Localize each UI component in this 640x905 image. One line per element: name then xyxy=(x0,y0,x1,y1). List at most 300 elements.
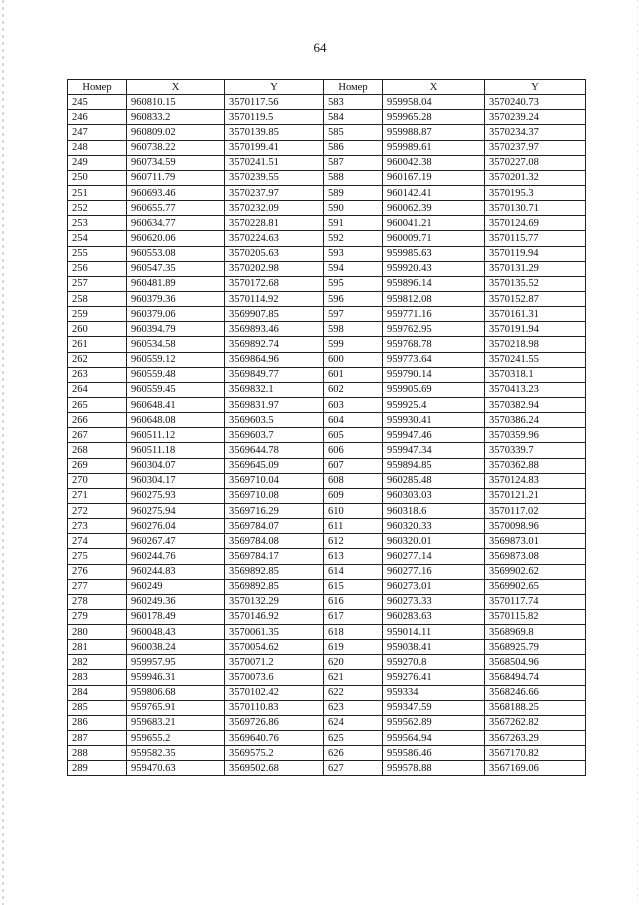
table-row xyxy=(68,246,586,261)
cell-x-1: 960559.48 xyxy=(127,367,225,382)
table-row xyxy=(68,382,586,397)
cell-x-2: 960285.48 xyxy=(383,473,485,488)
cell-number-2: 593 xyxy=(324,246,383,261)
cell-number-1: 268 xyxy=(68,443,127,458)
cell-number-2: 621 xyxy=(324,670,383,685)
cell-number-1: 272 xyxy=(68,503,127,518)
cell-x-2: 959334 xyxy=(383,685,485,700)
cell-y-1: 3570146.92 xyxy=(225,609,324,624)
cell-y-2: 3568925.79 xyxy=(485,640,586,655)
table-row xyxy=(68,95,586,110)
table-row xyxy=(68,337,586,352)
cell-number-1: 253 xyxy=(68,216,127,231)
table-header-row xyxy=(68,80,586,95)
cell-number-2: 626 xyxy=(324,746,383,761)
cell-x-1: 960559.45 xyxy=(127,382,225,397)
table-row xyxy=(68,352,586,367)
cell-x-1: 960038.24 xyxy=(127,640,225,655)
table-row xyxy=(68,110,586,125)
cell-y-2: 3568494.74 xyxy=(485,670,586,685)
cell-y-2: 3569902.65 xyxy=(485,579,586,594)
cell-x-1: 960178.49 xyxy=(127,609,225,624)
table-row xyxy=(68,140,586,155)
cell-y-1: 3570172.68 xyxy=(225,276,324,291)
cell-number-1: 264 xyxy=(68,382,127,397)
cell-x-2: 959896.14 xyxy=(383,276,485,291)
cell-number-2: 611 xyxy=(324,519,383,534)
cell-number-1: 283 xyxy=(68,670,127,685)
cell-x-1: 960048.43 xyxy=(127,625,225,640)
cell-x-1: 960267.47 xyxy=(127,534,225,549)
cell-number-2: 600 xyxy=(324,352,383,367)
cell-x-1: 960534.58 xyxy=(127,337,225,352)
cell-number-1: 267 xyxy=(68,428,127,443)
table-row xyxy=(68,655,586,670)
cell-number-2: 603 xyxy=(324,397,383,412)
table-row xyxy=(68,579,586,594)
cell-number-2: 602 xyxy=(324,382,383,397)
cell-y-1: 3569645.09 xyxy=(225,458,324,473)
cell-y-1: 3569864.96 xyxy=(225,352,324,367)
header-number-2: Номер xyxy=(324,80,383,95)
cell-x-1: 960559.12 xyxy=(127,352,225,367)
table-row xyxy=(68,761,586,776)
cell-y-2: 3570239.24 xyxy=(485,110,586,125)
table-row xyxy=(68,201,586,216)
cell-x-1: 960810.15 xyxy=(127,95,225,110)
cell-x-1: 959806.68 xyxy=(127,685,225,700)
cell-number-1: 256 xyxy=(68,261,127,276)
cell-x-2: 959564.94 xyxy=(383,731,485,746)
cell-y-1: 3570073.6 xyxy=(225,670,324,685)
cell-number-1: 266 xyxy=(68,413,127,428)
header-y-2: Y xyxy=(485,80,586,95)
cell-number-2: 607 xyxy=(324,458,383,473)
coordinates-table xyxy=(67,79,586,776)
cell-y-2: 3570130.71 xyxy=(485,201,586,216)
cell-x-1: 960833.2 xyxy=(127,110,225,125)
header-y-1: Y xyxy=(225,80,324,95)
cell-number-2: 615 xyxy=(324,579,383,594)
cell-number-1: 278 xyxy=(68,594,127,609)
cell-y-2: 3567170.82 xyxy=(485,746,586,761)
cell-number-2: 584 xyxy=(324,110,383,125)
cell-y-2: 3570413.23 xyxy=(485,382,586,397)
cell-x-1: 960244.76 xyxy=(127,549,225,564)
table-row xyxy=(68,367,586,382)
table-row xyxy=(68,443,586,458)
table-row xyxy=(68,413,586,428)
cell-number-1: 273 xyxy=(68,519,127,534)
cell-x-2: 959578.88 xyxy=(383,761,485,776)
cell-y-2: 3570115.77 xyxy=(485,231,586,246)
cell-x-1: 959957.95 xyxy=(127,655,225,670)
cell-y-1: 3569603.7 xyxy=(225,428,324,443)
cell-x-1: 960693.46 xyxy=(127,185,225,200)
cell-number-2: 620 xyxy=(324,655,383,670)
cell-x-2: 960277.16 xyxy=(383,564,485,579)
cell-x-1: 960249 xyxy=(127,579,225,594)
cell-number-1: 281 xyxy=(68,640,127,655)
cell-x-1: 960738.22 xyxy=(127,140,225,155)
cell-y-1: 3569849.77 xyxy=(225,367,324,382)
table-row xyxy=(68,125,586,140)
cell-x-1: 960553.08 xyxy=(127,246,225,261)
cell-y-2: 3570119.94 xyxy=(485,246,586,261)
cell-x-1: 960809.02 xyxy=(127,125,225,140)
cell-number-1: 255 xyxy=(68,246,127,261)
cell-y-1: 3570205.63 xyxy=(225,246,324,261)
cell-y-1: 3570071.2 xyxy=(225,655,324,670)
cell-number-1: 275 xyxy=(68,549,127,564)
cell-y-1: 3570114.92 xyxy=(225,291,324,306)
cell-x-2: 960283.63 xyxy=(383,609,485,624)
cell-y-1: 3570228.81 xyxy=(225,216,324,231)
cell-y-2: 3567262.82 xyxy=(485,715,586,730)
cell-x-2: 960273.33 xyxy=(383,594,485,609)
cell-y-2: 3570227.08 xyxy=(485,155,586,170)
cell-y-2: 3570339.7 xyxy=(485,443,586,458)
cell-number-2: 619 xyxy=(324,640,383,655)
table-row xyxy=(68,685,586,700)
cell-number-2: 610 xyxy=(324,503,383,518)
cell-y-1: 3570224.63 xyxy=(225,231,324,246)
cell-y-1: 3570239.55 xyxy=(225,170,324,185)
scan-edge-left xyxy=(2,0,4,905)
cell-x-2: 959773.64 xyxy=(383,352,485,367)
cell-y-2: 3570121.21 xyxy=(485,488,586,503)
table-row xyxy=(68,670,586,685)
cell-y-2: 3570201.32 xyxy=(485,170,586,185)
cell-y-2: 3570117.74 xyxy=(485,594,586,609)
table-row xyxy=(68,594,586,609)
cell-x-1: 959765.91 xyxy=(127,700,225,715)
cell-y-2: 3570191.94 xyxy=(485,322,586,337)
cell-y-1: 3569603.5 xyxy=(225,413,324,428)
cell-number-1: 289 xyxy=(68,761,127,776)
cell-number-2: 612 xyxy=(324,534,383,549)
table-row xyxy=(68,564,586,579)
cell-x-1: 960620.06 xyxy=(127,231,225,246)
cell-x-1: 960648.08 xyxy=(127,413,225,428)
cell-number-2: 614 xyxy=(324,564,383,579)
cell-y-2: 3570218.98 xyxy=(485,337,586,352)
cell-x-2: 960318.6 xyxy=(383,503,485,518)
cell-x-2: 960273.01 xyxy=(383,579,485,594)
cell-x-2: 959014.11 xyxy=(383,625,485,640)
table-body xyxy=(68,95,586,776)
cell-y-2: 3570115.82 xyxy=(485,609,586,624)
cell-number-2: 604 xyxy=(324,413,383,428)
cell-x-2: 959947.46 xyxy=(383,428,485,443)
table-row xyxy=(68,276,586,291)
cell-number-2: 613 xyxy=(324,549,383,564)
cell-number-1: 247 xyxy=(68,125,127,140)
cell-y-1: 3570202.98 xyxy=(225,261,324,276)
cell-x-2: 959989.61 xyxy=(383,140,485,155)
cell-number-2: 624 xyxy=(324,715,383,730)
table-row xyxy=(68,185,586,200)
cell-number-2: 609 xyxy=(324,488,383,503)
table-row xyxy=(68,231,586,246)
cell-y-2: 3568246.66 xyxy=(485,685,586,700)
cell-y-2: 3570237.97 xyxy=(485,140,586,155)
cell-y-2: 3567263.29 xyxy=(485,731,586,746)
cell-number-2: 597 xyxy=(324,307,383,322)
cell-y-2: 3570098.96 xyxy=(485,519,586,534)
cell-number-2: 598 xyxy=(324,322,383,337)
cell-x-2: 959812.08 xyxy=(383,291,485,306)
cell-number-1: 265 xyxy=(68,397,127,412)
cell-x-1: 960379.36 xyxy=(127,291,225,306)
cell-y-2: 3570241.55 xyxy=(485,352,586,367)
cell-number-2: 587 xyxy=(324,155,383,170)
cell-number-2: 618 xyxy=(324,625,383,640)
table-row xyxy=(68,503,586,518)
cell-x-2: 960303.03 xyxy=(383,488,485,503)
cell-y-2: 3568504.96 xyxy=(485,655,586,670)
cell-number-1: 257 xyxy=(68,276,127,291)
cell-y-1: 3569784.08 xyxy=(225,534,324,549)
table-row xyxy=(68,488,586,503)
cell-y-2: 3570240.73 xyxy=(485,95,586,110)
table-row xyxy=(68,625,586,640)
cell-x-2: 959920.43 xyxy=(383,261,485,276)
header-x-1: X xyxy=(127,80,225,95)
cell-y-2: 3570318.1 xyxy=(485,367,586,382)
table-row xyxy=(68,428,586,443)
page-number: 64 xyxy=(313,40,327,55)
cell-x-2: 959762.95 xyxy=(383,322,485,337)
cell-number-1: 259 xyxy=(68,307,127,322)
cell-y-2: 3569873.08 xyxy=(485,549,586,564)
cell-y-1: 3569832.1 xyxy=(225,382,324,397)
cell-x-1: 960481.89 xyxy=(127,276,225,291)
table-row xyxy=(68,397,586,412)
cell-x-1: 960275.94 xyxy=(127,503,225,518)
cell-y-1: 3569784.07 xyxy=(225,519,324,534)
cell-number-1: 260 xyxy=(68,322,127,337)
cell-x-1: 960655.77 xyxy=(127,201,225,216)
cell-number-2: 591 xyxy=(324,216,383,231)
table-row xyxy=(68,534,586,549)
cell-x-2: 959894.85 xyxy=(383,458,485,473)
cell-number-2: 622 xyxy=(324,685,383,700)
cell-y-2: 3570152.87 xyxy=(485,291,586,306)
cell-x-2: 959038.41 xyxy=(383,640,485,655)
cell-number-1: 258 xyxy=(68,291,127,306)
cell-x-1: 960249.36 xyxy=(127,594,225,609)
cell-y-1: 3570110.83 xyxy=(225,700,324,715)
cell-number-1: 284 xyxy=(68,685,127,700)
cell-x-2: 959562.89 xyxy=(383,715,485,730)
cell-number-1: 248 xyxy=(68,140,127,155)
table-row xyxy=(68,155,586,170)
cell-y-2: 3570234.37 xyxy=(485,125,586,140)
cell-x-1: 960394.79 xyxy=(127,322,225,337)
cell-y-2: 3570117.02 xyxy=(485,503,586,518)
cell-x-2: 960320.01 xyxy=(383,534,485,549)
cell-y-1: 3569892.74 xyxy=(225,337,324,352)
table-row xyxy=(68,473,586,488)
cell-y-1: 3570237.97 xyxy=(225,185,324,200)
cell-number-1: 254 xyxy=(68,231,127,246)
cell-number-2: 594 xyxy=(324,261,383,276)
cell-x-2: 959958.04 xyxy=(383,95,485,110)
cell-x-2: 959771.16 xyxy=(383,307,485,322)
table-row xyxy=(68,715,586,730)
cell-y-1: 3569502.68 xyxy=(225,761,324,776)
cell-x-1: 960734.59 xyxy=(127,155,225,170)
cell-number-2: 590 xyxy=(324,201,383,216)
cell-y-1: 3570232.09 xyxy=(225,201,324,216)
cell-number-1: 249 xyxy=(68,155,127,170)
cell-x-1: 959582.35 xyxy=(127,746,225,761)
cell-x-2: 959347.59 xyxy=(383,700,485,715)
cell-x-2: 959985.63 xyxy=(383,246,485,261)
cell-x-1: 960379.06 xyxy=(127,307,225,322)
cell-number-2: 589 xyxy=(324,185,383,200)
cell-number-1: 285 xyxy=(68,700,127,715)
cell-y-2: 3570161.31 xyxy=(485,307,586,322)
cell-x-2: 959790.14 xyxy=(383,367,485,382)
cell-number-1: 261 xyxy=(68,337,127,352)
cell-x-1: 960547.35 xyxy=(127,261,225,276)
cell-y-2: 3570124.83 xyxy=(485,473,586,488)
cell-x-2: 960041.21 xyxy=(383,216,485,231)
cell-x-1: 960276.04 xyxy=(127,519,225,534)
table-row xyxy=(68,700,586,715)
cell-y-2: 3570386.24 xyxy=(485,413,586,428)
cell-y-1: 3569892.85 xyxy=(225,579,324,594)
cell-number-2: 601 xyxy=(324,367,383,382)
cell-number-2: 592 xyxy=(324,231,383,246)
cell-x-1: 959655.2 xyxy=(127,731,225,746)
table-row xyxy=(68,458,586,473)
cell-y-1: 3569831.97 xyxy=(225,397,324,412)
table-row xyxy=(68,307,586,322)
cell-y-1: 3569726.86 xyxy=(225,715,324,730)
cell-x-2: 959905.69 xyxy=(383,382,485,397)
cell-x-2: 959276.41 xyxy=(383,670,485,685)
cell-y-2: 3570131.29 xyxy=(485,261,586,276)
cell-number-1: 286 xyxy=(68,715,127,730)
cell-number-1: 262 xyxy=(68,352,127,367)
cell-number-1: 287 xyxy=(68,731,127,746)
cell-number-2: 606 xyxy=(324,443,383,458)
cell-number-2: 586 xyxy=(324,140,383,155)
cell-number-2: 617 xyxy=(324,609,383,624)
cell-x-1: 960634.77 xyxy=(127,216,225,231)
cell-x-2: 959988.87 xyxy=(383,125,485,140)
table-row xyxy=(68,170,586,185)
cell-number-2: 596 xyxy=(324,291,383,306)
cell-x-1: 960304.17 xyxy=(127,473,225,488)
cell-number-1: 276 xyxy=(68,564,127,579)
cell-x-1: 959470.63 xyxy=(127,761,225,776)
cell-x-1: 960711.79 xyxy=(127,170,225,185)
table-row xyxy=(68,216,586,231)
cell-y-1: 3570199.41 xyxy=(225,140,324,155)
cell-number-2: 588 xyxy=(324,170,383,185)
cell-x-2: 960320.33 xyxy=(383,519,485,534)
cell-y-1: 3569640.76 xyxy=(225,731,324,746)
cell-x-1: 960304.07 xyxy=(127,458,225,473)
table-row xyxy=(68,640,586,655)
cell-number-1: 282 xyxy=(68,655,127,670)
cell-y-1: 3569784.17 xyxy=(225,549,324,564)
cell-y-2: 3570195.3 xyxy=(485,185,586,200)
cell-number-1: 277 xyxy=(68,579,127,594)
cell-x-2: 960277.14 xyxy=(383,549,485,564)
cell-number-2: 599 xyxy=(324,337,383,352)
cell-number-1: 250 xyxy=(68,170,127,185)
cell-number-1: 246 xyxy=(68,110,127,125)
cell-y-1: 3570061.35 xyxy=(225,625,324,640)
cell-x-1: 960244.83 xyxy=(127,564,225,579)
cell-y-1: 3569716.29 xyxy=(225,503,324,518)
cell-x-2: 959947.34 xyxy=(383,443,485,458)
cell-x-2: 960042.38 xyxy=(383,155,485,170)
cell-y-1: 3569893.46 xyxy=(225,322,324,337)
cell-number-1: 263 xyxy=(68,367,127,382)
cell-number-2: 595 xyxy=(324,276,383,291)
table-row xyxy=(68,609,586,624)
cell-x-1: 960511.18 xyxy=(127,443,225,458)
cell-y-2: 3570135.52 xyxy=(485,276,586,291)
cell-number-1: 288 xyxy=(68,746,127,761)
cell-number-1: 251 xyxy=(68,185,127,200)
table-row xyxy=(68,261,586,276)
cell-y-2: 3568969.8 xyxy=(485,625,586,640)
cell-y-2: 3567169.06 xyxy=(485,761,586,776)
cell-x-1: 959683.21 xyxy=(127,715,225,730)
cell-number-2: 608 xyxy=(324,473,383,488)
cell-number-2: 627 xyxy=(324,761,383,776)
cell-number-2: 625 xyxy=(324,731,383,746)
cell-y-2: 3570124.69 xyxy=(485,216,586,231)
table-row xyxy=(68,731,586,746)
cell-x-2: 960062.39 xyxy=(383,201,485,216)
table-row xyxy=(68,291,586,306)
cell-x-2: 960142.41 xyxy=(383,185,485,200)
cell-x-1: 959946.31 xyxy=(127,670,225,685)
table-row xyxy=(68,549,586,564)
cell-x-2: 960167.19 xyxy=(383,170,485,185)
cell-y-1: 3570117.56 xyxy=(225,95,324,110)
cell-number-1: 270 xyxy=(68,473,127,488)
cell-number-1: 274 xyxy=(68,534,127,549)
cell-x-1: 960275.93 xyxy=(127,488,225,503)
cell-y-1: 3570132.29 xyxy=(225,594,324,609)
cell-x-1: 960648.41 xyxy=(127,397,225,412)
cell-x-2: 959930.41 xyxy=(383,413,485,428)
cell-number-2: 616 xyxy=(324,594,383,609)
table-row xyxy=(68,746,586,761)
cell-y-2: 3569873.01 xyxy=(485,534,586,549)
cell-number-1: 252 xyxy=(68,201,127,216)
cell-number-2: 585 xyxy=(324,125,383,140)
cell-number-1: 269 xyxy=(68,458,127,473)
cell-x-2: 959768.78 xyxy=(383,337,485,352)
table-row xyxy=(68,519,586,534)
cell-y-1: 3569644.78 xyxy=(225,443,324,458)
cell-y-1: 3569892.85 xyxy=(225,564,324,579)
cell-y-1: 3570241.51 xyxy=(225,155,324,170)
header-number-1: Номер xyxy=(68,80,127,95)
cell-number-2: 583 xyxy=(324,95,383,110)
cell-y-1: 3570054.62 xyxy=(225,640,324,655)
